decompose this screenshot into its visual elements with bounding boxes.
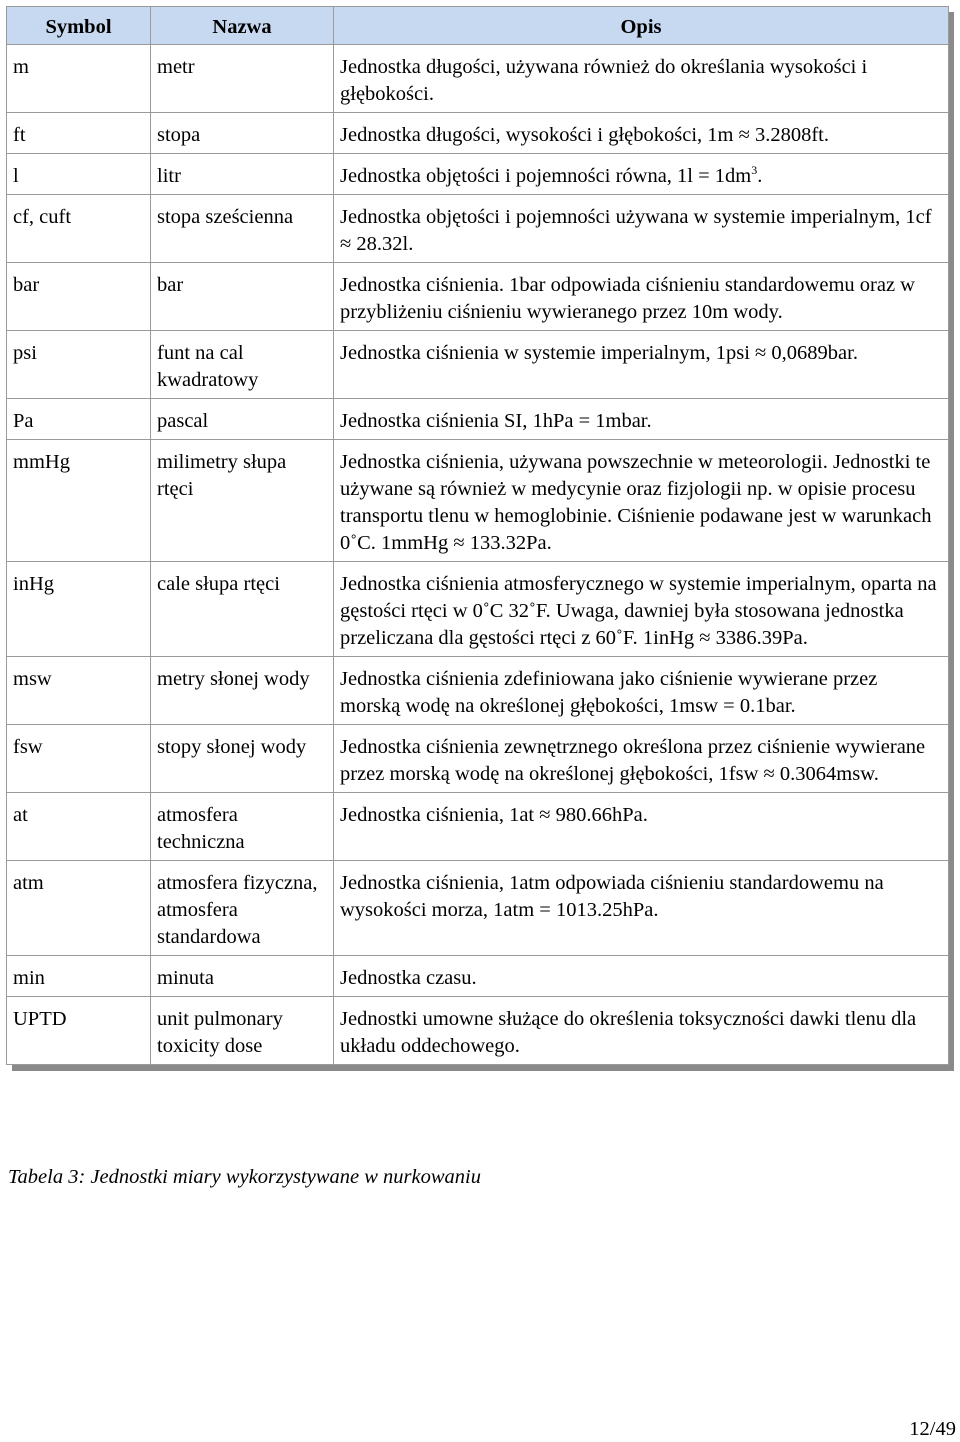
cell-description [334,154,949,195]
header-symbol: Symbol [7,7,151,45]
cell-name: cale słupa rtęci [151,562,334,657]
cell-symbol: msw [7,657,151,725]
table-row [7,725,949,793]
table-row [7,113,949,154]
cell-description: Jednostka ciśnienia zdefiniowana jako ciśnienie wywierane przez morską wodę na określonej głębokości, 1msw = 0.1bar. [334,657,949,725]
cell-name: metr [151,45,334,113]
cell-description: Jednostka ciśnienia, 1atm odpowiada ciśnieniu standardowemu na wysokości morza, 1atm = 1013.25hPa. [334,861,949,956]
cell-symbol: min [7,956,151,997]
cell-name: unit pulmonary toxicity dose [151,997,334,1065]
table-row [7,45,949,113]
table-row [7,331,949,399]
header-description: Opis [334,7,949,45]
cell-symbol: mmHg [7,440,151,562]
header-name: Nazwa [151,7,334,45]
table-row [7,263,949,331]
table-row [7,956,949,997]
table-row [7,861,949,956]
cell-description: Jednostka ciśnienia, 1at ≈ 980.66hPa. [334,793,949,861]
page-number: 12/49 [909,1418,956,1440]
cell-symbol: UPTD [7,997,151,1065]
table-row [7,793,949,861]
cell-description: Jednostki umowne służące do określenia toksyczności dawki tlenu dla układu oddechowego. [334,997,949,1065]
cell-description: Jednostka ciśnienia w systemie imperialnym, 1psi ≈ 0,0689bar. [334,331,949,399]
cell-description: Jednostka czasu. [334,956,949,997]
table-header-row [7,7,949,45]
table-row [7,195,949,263]
cell-name: metry słonej wody [151,657,334,725]
table-row [7,562,949,657]
cell-symbol: inHg [7,562,151,657]
cell-description: Jednostka długości, wysokości i głębokości, 1m ≈ 3.2808ft. [334,113,949,154]
cell-description: Jednostka długości, używana również do określania wysokości i głębokości. [334,45,949,113]
cell-symbol: cf, cuft [7,195,151,263]
cell-name: funt na cal kwadratowy [151,331,334,399]
cell-description: Jednostka ciśnienia atmosferycznego w systemie imperialnym, oparta na gęstości rtęci w 0˚C 32˚F. Uwaga, dawniej była stosowana jednostka przeliczana dla gęstości rtęci z 60˚F. 1inHg ≈ 3386.39Pa. [334,562,949,657]
cell-name: pascal [151,399,334,440]
cell-symbol: l [7,154,151,195]
cell-name: bar [151,263,334,331]
description-superscript: 3 [751,163,758,178]
cell-name: stopa sześcienna [151,195,334,263]
cell-name: stopa [151,113,334,154]
cell-description: Jednostka ciśnienia SI, 1hPa = 1mbar. [334,399,949,440]
cell-symbol: fsw [7,725,151,793]
cell-description: Jednostka ciśnienia, używana powszechnie w meteorologii. Jednostki te używane są również w medycynie oraz fizjologii np. w opisie procesu transportu tlenu w hemoglobinie. Ciśnienie podawane jest w warunkach 0˚C. 1mmHg ≈ 133.32Pa. [334,440,949,562]
table-row [7,440,949,562]
cell-name: milimetry słupa rtęci [151,440,334,562]
cell-description: Jednostka ciśnienia. 1bar odpowiada ciśnieniu standardowemu oraz w przybliżeniu ciśnieniu wywieranego przez 10m wody. [334,263,949,331]
cell-description: Jednostka objętości i pojemności używana w systemie imperialnym, 1cf ≈ 28.32l. [334,195,949,263]
cell-symbol: at [7,793,151,861]
cell-symbol: Pa [7,399,151,440]
table-row [7,997,949,1065]
cell-name: litr [151,154,334,195]
cell-symbol: ft [7,113,151,154]
table-row [7,154,949,195]
cell-symbol: atm [7,861,151,956]
cell-name: atmosfera techniczna [151,793,334,861]
units-table [6,6,949,1065]
units-table-container [6,6,948,1065]
table-row [7,399,949,440]
cell-symbol: m [7,45,151,113]
description-suffix: . [757,165,763,187]
cell-name: atmosfera fizyczna, atmosfera standardowa [151,861,334,956]
cell-name: minuta [151,956,334,997]
cell-symbol: bar [7,263,151,331]
table-row [7,657,949,725]
cell-description: Jednostka ciśnienia zewnętrznego określona przez ciśnienie wywierane przez morską wodę na określonej głębokości, 1fsw ≈ 0.3064msw. [334,725,949,793]
description-text: Jednostka objętości i pojemności równa, 1l = 1dm [340,165,752,187]
table-caption: Tabela 3: Jednostki miary wykorzystywane w nurkowaniu [8,1166,481,1188]
cell-symbol: psi [7,331,151,399]
cell-name: stopy słonej wody [151,725,334,793]
